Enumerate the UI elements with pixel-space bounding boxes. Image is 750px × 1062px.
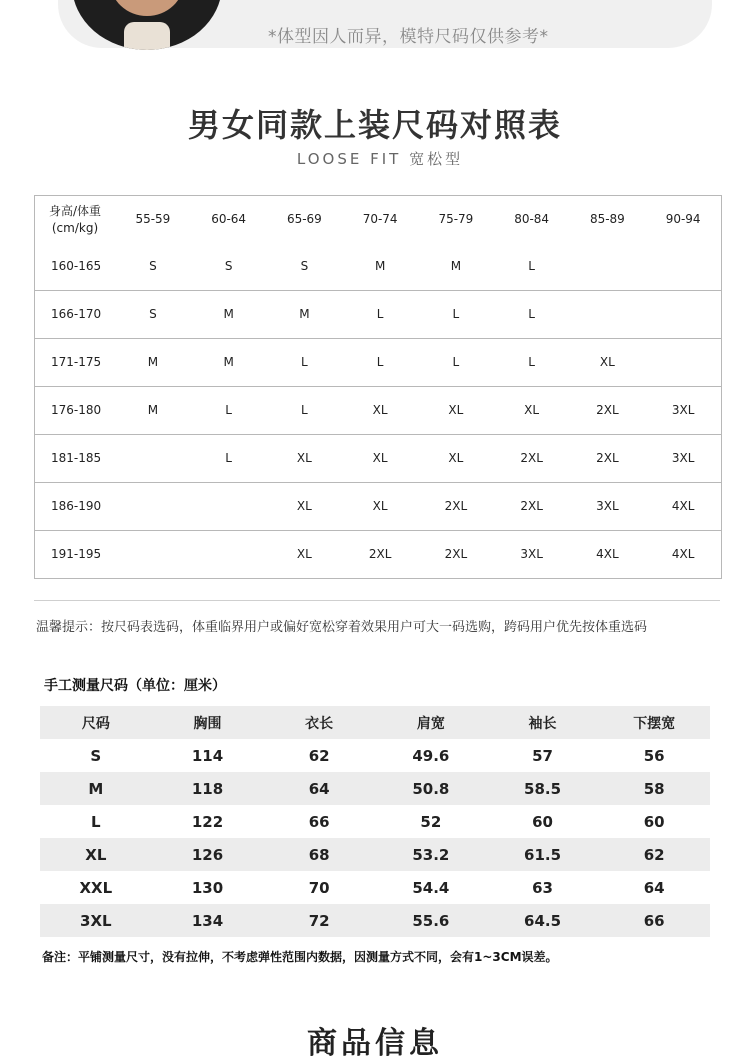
- size-cell: XL: [372, 499, 388, 513]
- size-cell: M: [374, 259, 386, 273]
- measurement-cell: 70: [308, 878, 330, 897]
- measurement-header-cell: 下摆宽: [633, 715, 676, 732]
- measurement-cell: 66: [308, 812, 330, 831]
- weight-header: 90-94: [665, 212, 701, 226]
- size-cell: 2XL: [596, 403, 619, 417]
- size-tip: 温馨提示：按尺码表选码，体重临界用户或偏好宽松穿着效果用户可大一码选购，跨码用户优先按体重选码: [36, 620, 648, 635]
- size-cell: S: [224, 259, 233, 273]
- measurement-cell: 49.6: [412, 746, 450, 765]
- size-chart-row: [35, 386, 721, 434]
- height-label: 186-190: [51, 499, 102, 513]
- product-info-heading: 商品信息: [307, 1026, 443, 1061]
- size-chart-row: [35, 530, 721, 578]
- measurement-cell: 134: [191, 911, 224, 930]
- height-label: 181-185: [51, 451, 102, 465]
- size-cell: L: [376, 355, 384, 369]
- measurement-note: 备注：平铺测量尺寸，没有拉伸，不考虑弹性范围内数据，因测量方式不同，会有1~3CM误差。: [42, 950, 558, 964]
- weight-header: 80-84: [514, 212, 550, 226]
- size-cell: XL: [599, 355, 615, 369]
- measurement-row: [40, 805, 710, 838]
- size-cell: XL: [448, 403, 464, 417]
- measurement-header-cell: 胸围: [193, 715, 222, 732]
- size-cell: L: [301, 403, 308, 417]
- size-cell: L: [452, 307, 460, 321]
- measurement-header-cell: 肩宽: [416, 715, 445, 732]
- measurement-row: [40, 838, 710, 871]
- measurement-row: [40, 904, 710, 937]
- weight-header: 75-79: [438, 212, 474, 226]
- measurement-cell: 68: [308, 845, 330, 864]
- size-cell: M: [299, 307, 310, 321]
- measurement-cell: 62: [308, 746, 330, 765]
- measurement-cell: 62: [643, 845, 665, 864]
- size-chart-row: [35, 243, 721, 290]
- size-cell: 3XL: [520, 547, 543, 561]
- size-cell: 2XL: [520, 499, 543, 513]
- size-cell: 4XL: [596, 547, 619, 561]
- measurement-cell: 58.5: [524, 779, 562, 798]
- measurement-header-cell: 袖长: [528, 715, 557, 732]
- size-chart-table: [34, 195, 722, 579]
- measurement-cell: 50.8: [412, 779, 450, 798]
- fit-subtitle: LOOSE FIT 宽松型: [296, 150, 464, 168]
- size-chart-header-row: [35, 196, 721, 243]
- measurement-row: [40, 772, 710, 805]
- size-cell: L: [376, 307, 384, 321]
- size-cell: 2XL: [444, 547, 468, 561]
- measurement-cell: 66: [643, 911, 665, 930]
- size-cell: 2XL: [444, 499, 468, 513]
- size-cell: XL: [448, 451, 464, 465]
- measurement-table: [40, 706, 710, 937]
- measurement-cell: 57: [532, 746, 553, 765]
- measurement-cell: 54.4: [412, 878, 450, 897]
- size-cell: L: [225, 451, 232, 465]
- measurement-cell: S: [90, 746, 102, 765]
- weight-header: 60-64: [211, 212, 247, 226]
- size-cell: L: [528, 259, 535, 273]
- measurement-row: [40, 871, 710, 904]
- size-cell: L: [452, 355, 460, 369]
- size-chart-row: [35, 482, 721, 530]
- model-collar: [124, 22, 170, 50]
- page-title: 男女同款上装尺码对照表: [187, 106, 562, 144]
- size-cell: L: [528, 307, 535, 321]
- weight-header: 55-59: [135, 212, 171, 226]
- size-chart-row: [35, 290, 721, 338]
- size-cell: XL: [296, 547, 312, 561]
- weight-header: 65-69: [286, 212, 322, 226]
- measurement-row: [40, 739, 710, 772]
- measurement-cell: 58: [643, 779, 665, 798]
- size-cell: M: [147, 403, 159, 417]
- size-cell: L: [528, 355, 535, 369]
- weight-header: 85-89: [589, 212, 625, 226]
- measurement-cell: XXL: [79, 878, 113, 897]
- height-label: 191-195: [51, 547, 102, 561]
- size-cell: S: [149, 259, 157, 273]
- measurement-cell: M: [88, 779, 104, 798]
- measurement-header-cell: 尺码: [81, 715, 110, 732]
- divider: [34, 600, 720, 601]
- size-cell: L: [301, 355, 308, 369]
- measurement-cell: 52: [420, 812, 442, 831]
- measurement-cell: 3XL: [80, 911, 112, 930]
- size-cell: XL: [296, 451, 312, 465]
- measurement-cell: 130: [191, 878, 224, 897]
- measurement-cell: 64.5: [524, 911, 562, 930]
- size-cell: M: [147, 355, 159, 369]
- size-cell: 3XL: [671, 403, 695, 417]
- measurement-cell: 55.6: [412, 911, 450, 930]
- model-face: [110, 0, 184, 16]
- size-cell: 4XL: [671, 499, 695, 513]
- measurement-title: 手工测量尺码（单位：厘米）: [44, 678, 226, 694]
- height-label: 176-180: [51, 403, 102, 417]
- weight-header: 70-74: [362, 212, 398, 226]
- size-chart-row: [35, 434, 721, 482]
- measurement-cell: 122: [191, 812, 224, 831]
- measurement-cell: 53.2: [412, 845, 450, 864]
- size-cell: S: [300, 259, 309, 273]
- height-label: 160-165: [51, 259, 102, 273]
- measurement-cell: 63: [532, 878, 553, 897]
- size-cell: 2XL: [596, 451, 619, 465]
- height-label: 171-175: [51, 355, 102, 369]
- model-size-note: *体型因人而异，模特尺码仅供参考*: [268, 27, 549, 47]
- measurement-cell: 64: [643, 878, 665, 897]
- measurement-cell: 118: [191, 779, 224, 798]
- size-cell: XL: [372, 451, 388, 465]
- measurement-cell: 60: [643, 812, 665, 831]
- measurement-cell: 114: [191, 746, 224, 765]
- measurement-cell: 60: [532, 812, 553, 831]
- size-cell: 3XL: [671, 451, 695, 465]
- size-chart-row: [35, 338, 721, 386]
- size-cell: XL: [296, 499, 312, 513]
- size-cell: XL: [524, 403, 540, 417]
- size-cell: M: [223, 307, 234, 321]
- size-cell: L: [225, 403, 232, 417]
- measurement-cell: XL: [85, 845, 107, 864]
- measurement-cell: 61.5: [524, 845, 562, 864]
- measurement-cell: 72: [308, 911, 330, 930]
- size-cell: 2XL: [368, 547, 392, 561]
- size-cell: 4XL: [671, 547, 695, 561]
- measurement-cell: L: [91, 812, 101, 831]
- measurement-header-row: [40, 706, 710, 739]
- measurement-header-cell: 衣长: [305, 715, 334, 732]
- size-cell: XL: [372, 403, 388, 417]
- size-cell: M: [450, 259, 462, 273]
- size-cell: S: [149, 307, 157, 321]
- size-cell: M: [223, 355, 234, 369]
- size-cell: 3XL: [596, 499, 619, 513]
- measurement-cell: 64: [308, 779, 330, 798]
- measurement-cell: 56: [643, 746, 665, 765]
- height-label: 166-170: [51, 307, 102, 321]
- size-cell: 2XL: [520, 451, 543, 465]
- corner-label: 身高/体重 (cm/kg): [48, 203, 102, 235]
- measurement-cell: 126: [191, 845, 224, 864]
